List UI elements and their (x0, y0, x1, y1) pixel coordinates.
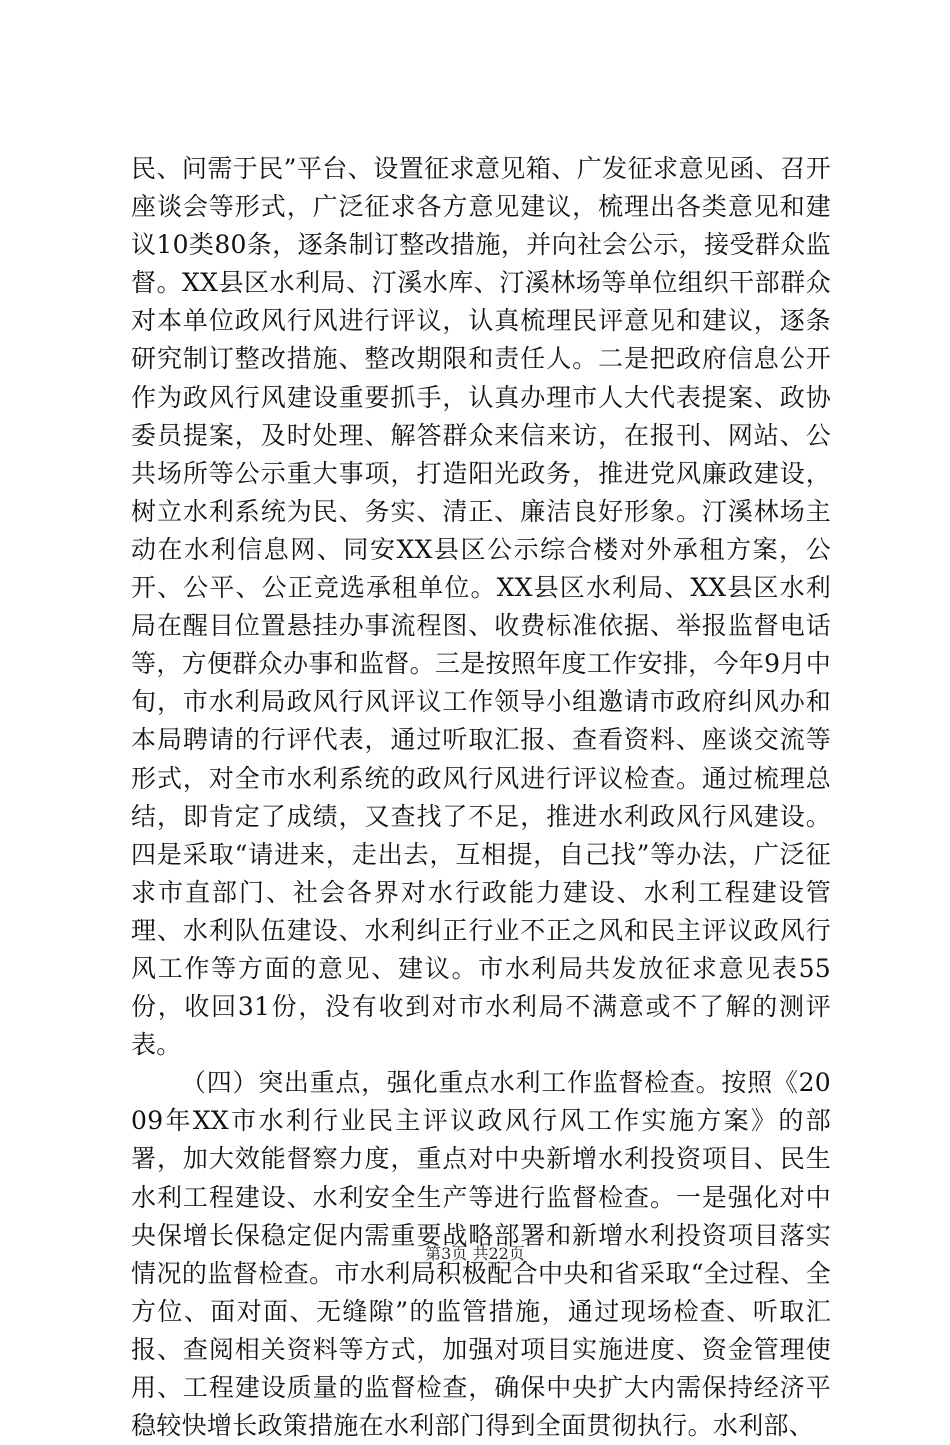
paragraph-section-four: （四）突出重点，强化重点水利工作监督检查。按照《2009年XX市水利行业民主评议政风行风工作实施方案》的部署，加大效能督察力度，重点对中央新增水利投资项目、民生水利工程建设、水利安全生产等进行监督检查。一是强化对中央保增长保稳定促内需重要战略部署和新增水利投资项目落实情况的监督检查。市水利局积极配合中央和省采取“全过程、全方位、面对面、无缝隙”的监管措施，通过现场检查、听取汇报、查阅相关资料等方式，加强对项目实施进度、资金管理使用、工程建设质量的监督检查，确保中央扩大内需保持经济平稳较快增长政策措施在水利部门得到全面贯彻执行。水利部、 (131, 1068, 831, 1441)
paragraph-continued: 民、问需于民”平台、设置征求意见箱、广发征求意见函、召开座谈会等形式，广泛征求各方意见建议，梳理出各类意见和建议10类80条，逐条制订整改措施，并向社会公示，接受群众监督。XX县区水利局、汀溪水库、汀溪林场等单位组织干部群众对本单位政风行风进行评议，认真梳理民评意见和建议，逐条研究制订整改措施、整改期限和责任人。二是把政府信息公开作为政风行风建设重要抓手，认真办理市人大代表提案、政协委员提案，及时处理、解答群众来信来访，在报刊、网站、公共场所等公示重大事项，打造阳光政务，推进党风廉政建设，树立水利系统为民、务实、清正、廉洁良好形象。汀溪林场主动在水利信息网、同安XX县区公示综合楼对外承租方案，公开、公平、公正竞选承租单位。XX县区水利局、XX县区水利局在醒目位置悬挂办事流程图、收费标准依据、举报监督电话等，方便群众办事和监督。三是按照年度工作安排，今年9月中旬，市水利局政风行风评议工作领导小组邀请市政府纠风办和本局聘请的行评代表，通过听取汇报、查看资料、座谈交流等形式，对全市水利系统的政风行风进行评议检查。通过梳理总结，即肯定了成绩，又查找了不足，推进水利政风行风建设。四是采取“请进来，走出去，互相提，自己找”等办法，广泛征求市直部门、社会各界对水行政能力建设、水利工程建设管理、水利队伍建设、水利纠正行业不正之风和民主评议政风行风工作等方面的意见、建议。市水利局共发放征求意见表55份，收回31份，没有收到对市水利局不满意或不了解的测评表。 (131, 154, 831, 1060)
page-number-footer: 第3页 共22页 (425, 1244, 525, 1263)
